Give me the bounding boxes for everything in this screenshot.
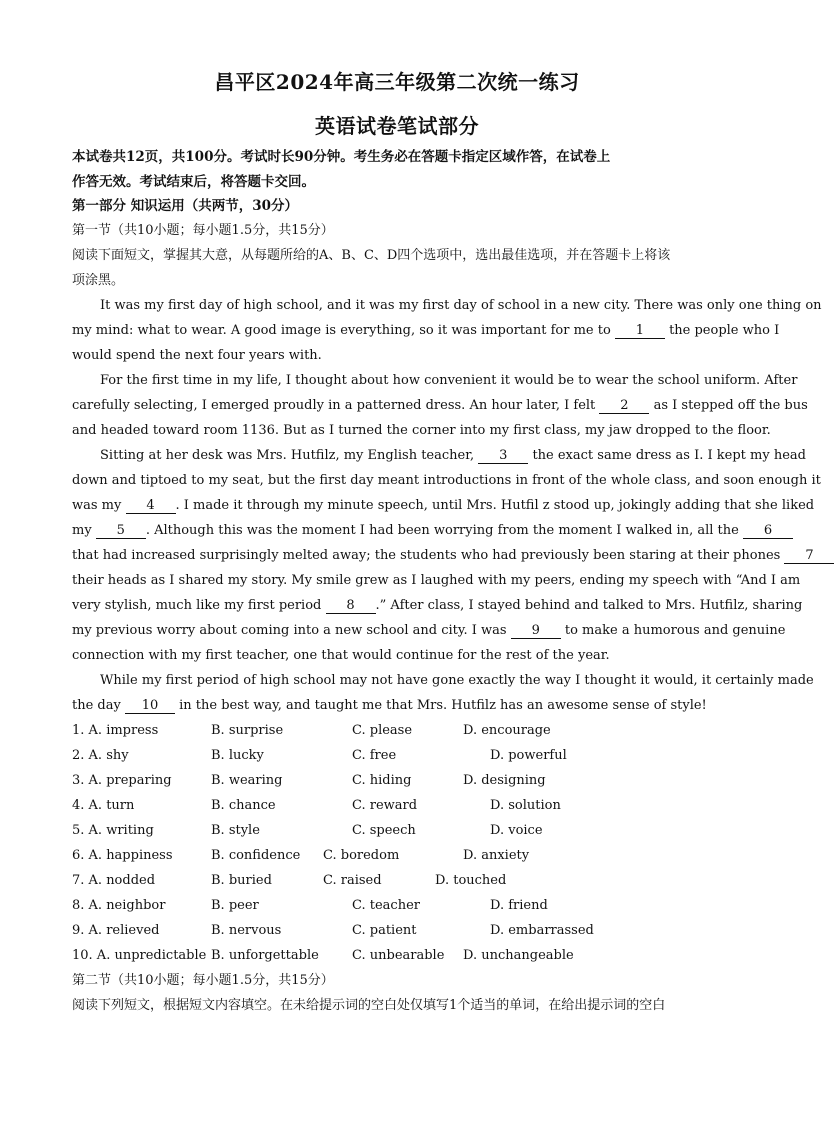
question-option-d: D. unchangeable	[463, 948, 574, 963]
question-option-a: 2. A. shy	[72, 748, 129, 763]
passage-line	[100, 447, 806, 465]
question-option-c: C. patient	[352, 923, 417, 938]
question-option-a: 7. A. nodded	[72, 873, 156, 888]
passage-line: and headed toward room 1136. But as I turned the corner into my first class, my jaw dropped to the floor.	[72, 423, 771, 438]
passage-line	[72, 597, 803, 615]
passage-text: to make a humorous and genuine	[564, 623, 786, 638]
passage-text: . Although this was the moment I had been worrying from the moment I walked in, all the	[145, 523, 739, 538]
passage-line	[72, 322, 780, 340]
section1-heading: 第一节（共10小题；每小题1.5分，共15分）	[72, 223, 334, 238]
notice-line-2: 作答无效。考试结束后，将答题卡交回。	[72, 174, 315, 190]
question-option-c: C. free	[352, 748, 397, 763]
question-option-a: 4. A. turn	[72, 798, 135, 813]
passage-line	[72, 397, 808, 415]
question-option-d: D. embarrassed	[490, 923, 594, 938]
section2-instructions: 阅读下列短文，根据短文内容填空。在未给提示词的空白处仅填写1个适当的单词，在给出提示词的空白	[72, 998, 666, 1013]
question-option-b: B. nervous	[211, 923, 282, 938]
blank-4: 4	[126, 498, 176, 514]
passage-text: as I stepped off the bus	[653, 398, 808, 413]
blank-5: 5	[96, 523, 146, 539]
question-option-a: 6. A. happiness	[72, 848, 173, 863]
passage-line: their heads as I shared my story. My smile grew as I laughed with my peers, ending my speech with “And I am	[72, 573, 801, 588]
passage-text: .” After class, I stayed behind and talked to Mrs. Hutfilz, sharing	[375, 598, 803, 613]
question-option-d: D. touched	[435, 873, 507, 888]
passage-text: my mind: what to wear. A good image is everything, so it was important for me to	[72, 323, 611, 338]
passage-text: the exact same dress as I. I kept my head	[532, 448, 806, 463]
blank-9: 9	[511, 623, 561, 639]
question-option-d: D. voice	[490, 823, 543, 838]
passage-text: carefully selecting, I emerged proudly in a patterned dress. An hour later, I felt	[72, 398, 596, 413]
question-option-b: B. style	[211, 823, 260, 838]
question-option-a: 3. A. preparing	[72, 773, 172, 788]
passage-text: . I made it through my minute speech, until Mrs. Hutfil z stood up, jokingly adding that she liked	[175, 498, 815, 513]
question-option-c: C. raised	[323, 873, 382, 888]
passage-text: very stylish, much like my first period	[72, 598, 322, 613]
question-option-c: C. reward	[352, 798, 418, 813]
question-option-c: C. please	[352, 723, 413, 738]
blank-6: 6	[743, 523, 793, 539]
passage-text: was my	[72, 498, 122, 513]
instructions-line-1: 阅读下面短文，掌握其大意，从每题所给的A、B、C、D四个选项中，选出最佳选项，并在答题卡上将该	[72, 248, 671, 263]
question-option-c: C. hiding	[352, 773, 412, 788]
passage-text: that had increased surprisingly melted away; the students who had previously been staring at their phones	[72, 548, 781, 563]
question-option-b: B. buried	[211, 873, 272, 888]
question-option-c: C. unbearable	[352, 948, 445, 963]
page-subtitle: 英语试卷笔试部分	[315, 114, 479, 138]
question-option-d: D. encourage	[463, 723, 551, 738]
blank-1: 1	[615, 323, 665, 339]
passage-text: the people who I	[669, 323, 780, 338]
passage-line: While my first period of high school may not have gone exactly the way I thought it would, it certainly made	[100, 673, 814, 688]
passage-text: my	[72, 523, 92, 538]
part1-heading: 第一部分 知识运用（共两节，30分）	[72, 198, 298, 214]
question-option-b: B. lucky	[211, 748, 264, 763]
question-option-d: D. designing	[463, 773, 546, 788]
question-option-a: 8. A. neighbor	[72, 898, 166, 913]
question-option-b: B. wearing	[211, 773, 283, 788]
blank-2: 2	[599, 398, 649, 414]
page-title: 昌平区2024年高三年级第二次统一练习	[214, 70, 580, 94]
passage-text: Sitting at her desk was Mrs. Hutfilz, my English teacher,	[100, 448, 475, 463]
passage-line	[72, 497, 815, 515]
blank-8: 8	[326, 598, 376, 614]
question-option-d: D. friend	[490, 898, 548, 913]
question-option-a: 5. A. writing	[72, 823, 154, 838]
passage-line: It was my first day of high school, and it was my first day of school in a new city. There was only one thing on	[100, 298, 822, 313]
question-option-d: D. anxiety	[463, 848, 530, 863]
blank-10: 10	[125, 698, 175, 714]
question-option-c: C. speech	[352, 823, 416, 838]
question-option-b: B. surprise	[211, 723, 284, 738]
passage-text: the day	[72, 698, 121, 713]
passage-text: my previous worry about coming into a new school and city. I was	[72, 623, 507, 638]
question-option-d: D. solution	[490, 798, 561, 813]
passage-line	[72, 697, 724, 715]
section2-heading: 第二节（共10小题；每小题1.5分，共15分）	[72, 973, 334, 988]
question-option-b: B. unforgettable	[211, 948, 319, 963]
question-option-c: C. boredom	[323, 848, 400, 863]
passage-line	[72, 547, 814, 565]
passage-line	[72, 622, 786, 640]
blank-3: 3	[478, 448, 528, 464]
question-option-a: 9. A. relieved	[72, 923, 160, 938]
question-option-b: B. confidence	[211, 848, 301, 863]
blank-7: 7	[784, 548, 834, 564]
passage-line: connection with my first teacher, one that would continue for the rest of the year.	[72, 648, 610, 663]
question-option-a: 1. A. impress	[72, 723, 159, 738]
question-option-a: 10. A. unpredictable	[72, 948, 207, 963]
passage-line	[72, 522, 773, 540]
question-option-d: D. powerful	[490, 748, 567, 763]
passage-text: in the best way, and taught me that Mrs. Hutfilz has an awesome sense of style!	[179, 698, 707, 713]
instructions-line-2: 项涂黑。	[72, 273, 125, 288]
question-option-b: B. chance	[211, 798, 276, 813]
passage-line: For the first time in my life, I thought about how convenient it would be to wear the school uniform. After	[100, 373, 798, 388]
passage-line: would spend the next four years with.	[72, 348, 322, 363]
passage-line: down and tiptoed to my seat, but the first day meant introductions in front of the whole class, and soon enough it	[72, 473, 821, 488]
question-option-b: B. peer	[211, 898, 259, 913]
notice-line-1: 本试卷共12页，共100分。考试时长90分钟。考生务必在答题卡指定区域作答，在试卷上	[72, 149, 611, 165]
question-option-c: C. teacher	[352, 898, 420, 913]
